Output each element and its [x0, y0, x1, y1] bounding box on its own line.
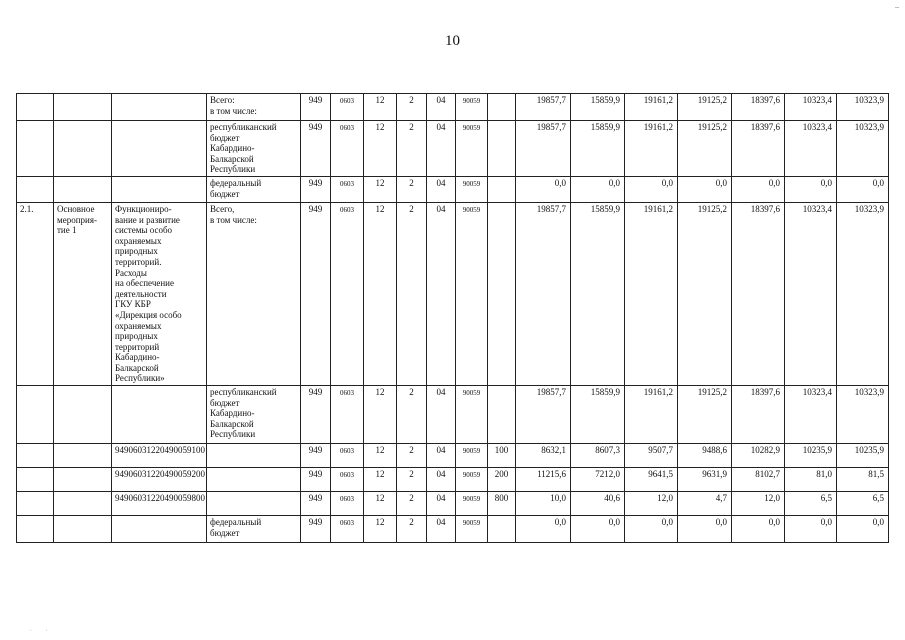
amount-year-4: 0,0: [678, 516, 732, 543]
measure-description: [112, 94, 207, 121]
funding-source: Всего, в том числе:: [207, 202, 301, 385]
amount-year-7: 0,0: [837, 176, 889, 202]
row-number: [17, 176, 54, 202]
amount-year-2: 40,6: [571, 492, 625, 516]
measure-name: [54, 121, 112, 177]
code-direction: 90059: [456, 492, 488, 516]
amount-year-2: 7212,0: [571, 468, 625, 492]
amount-year-1: 8632,1: [516, 444, 571, 468]
amount-year-3: 19161,2: [625, 121, 678, 177]
amount-year-5: 18397,6: [732, 202, 785, 385]
row-number: [17, 516, 54, 543]
funding-source: федеральный бюджет: [207, 516, 301, 543]
code-subprogram: 2: [397, 492, 427, 516]
amount-year-4: 19125,2: [678, 94, 732, 121]
code-program: 12: [364, 176, 397, 202]
amount-year-7: 10323,9: [837, 121, 889, 177]
amount-year-4: 19125,2: [678, 386, 732, 444]
code-event: 04: [427, 444, 456, 468]
code-direction: 90059: [456, 516, 488, 543]
table-row: [17, 386, 889, 444]
measure-name: [54, 444, 112, 468]
amount-year-5: 18397,6: [732, 121, 785, 177]
code-subprogram: 2: [397, 386, 427, 444]
measure-description: 94906031220490059800: [112, 492, 207, 516]
code-section: 0603: [331, 202, 364, 385]
budget-table: [16, 93, 889, 543]
measure-description: 94906031220490059100: [112, 444, 207, 468]
amount-year-6: 10323,4: [785, 202, 837, 385]
amount-year-3: 9507,7: [625, 444, 678, 468]
scan-mark: ‒: [895, 2, 899, 11]
page-number: 10: [445, 33, 460, 49]
table-body: [17, 94, 889, 543]
measure-name: [54, 386, 112, 444]
amount-year-5: 18397,6: [732, 94, 785, 121]
amount-year-4: 9631,9: [678, 468, 732, 492]
amount-year-5: 8102,7: [732, 468, 785, 492]
code-program: 12: [364, 444, 397, 468]
code-section: 0603: [331, 444, 364, 468]
code-direction: 90059: [456, 202, 488, 385]
code-event: 04: [427, 202, 456, 385]
code-section: 0603: [331, 121, 364, 177]
code-grbs: 949: [301, 94, 331, 121]
amount-year-1: 0,0: [516, 176, 571, 202]
row-number: [17, 94, 54, 121]
measure-description: Функциониро- вание и развитие системы особо охраняемых природных территорий. Расходы на обеспечение деятельности ГКУ КБР «Дирекция особо охраняемых природных территорий Кабардино- Балкарской Республики»: [112, 202, 207, 385]
table-row: [17, 492, 889, 516]
amount-year-2: 8607,3: [571, 444, 625, 468]
funding-source: [207, 444, 301, 468]
code-direction: 90059: [456, 176, 488, 202]
code-event: 04: [427, 516, 456, 543]
amount-year-7: 10235,9: [837, 444, 889, 468]
amount-year-1: 0,0: [516, 516, 571, 543]
amount-year-5: 10282,9: [732, 444, 785, 468]
measure-name: Основное мероприя- тие 1: [54, 202, 112, 385]
measure-description: [112, 176, 207, 202]
code-program: 12: [364, 468, 397, 492]
measure-description: [112, 121, 207, 177]
code-expense-type: [488, 94, 516, 121]
amount-year-4: 0,0: [678, 176, 732, 202]
code-section: 0603: [331, 94, 364, 121]
code-direction: 90059: [456, 468, 488, 492]
code-grbs: 949: [301, 176, 331, 202]
code-grbs: 949: [301, 444, 331, 468]
amount-year-3: 19161,2: [625, 386, 678, 444]
code-program: 12: [364, 516, 397, 543]
code-subprogram: 2: [397, 176, 427, 202]
code-expense-type: 200: [488, 468, 516, 492]
amount-year-7: 81,5: [837, 468, 889, 492]
row-number: [17, 386, 54, 444]
code-event: 04: [427, 94, 456, 121]
code-grbs: 949: [301, 386, 331, 444]
amount-year-4: 19125,2: [678, 121, 732, 177]
amount-year-6: 10323,4: [785, 386, 837, 444]
code-expense-type: [488, 516, 516, 543]
amount-year-5: 0,0: [732, 176, 785, 202]
code-expense-type: [488, 121, 516, 177]
table-row: [17, 202, 889, 385]
amount-year-1: 19857,7: [516, 121, 571, 177]
amount-year-5: 12,0: [732, 492, 785, 516]
amount-year-6: 10323,4: [785, 121, 837, 177]
code-direction: 90059: [456, 386, 488, 444]
amount-year-6: 6,5: [785, 492, 837, 516]
code-subprogram: 2: [397, 121, 427, 177]
funding-source: [207, 468, 301, 492]
row-number: [17, 468, 54, 492]
code-expense-type: 100: [488, 444, 516, 468]
amount-year-4: 19125,2: [678, 202, 732, 385]
code-subprogram: 2: [397, 468, 427, 492]
funding-source: республиканский бюджет Кабардино- Балкарской Республики: [207, 386, 301, 444]
code-program: 12: [364, 386, 397, 444]
amount-year-1: 11215,6: [516, 468, 571, 492]
code-grbs: 949: [301, 121, 331, 177]
amount-year-5: 0,0: [732, 516, 785, 543]
code-expense-type: [488, 176, 516, 202]
code-section: 0603: [331, 516, 364, 543]
amount-year-1: 19857,7: [516, 94, 571, 121]
table-row: [17, 516, 889, 543]
amount-year-3: 12,0: [625, 492, 678, 516]
code-expense-type: 800: [488, 492, 516, 516]
measure-name: [54, 468, 112, 492]
amount-year-7: 10323,9: [837, 386, 889, 444]
code-direction: 90059: [456, 94, 488, 121]
amount-year-2: 15859,9: [571, 386, 625, 444]
amount-year-2: 0,0: [571, 516, 625, 543]
amount-year-7: 6,5: [837, 492, 889, 516]
measure-description: [112, 516, 207, 543]
funding-source: республиканский бюджет Кабардино- Балкарской Республики: [207, 121, 301, 177]
measure-description: 94906031220490059200: [112, 468, 207, 492]
scan-artifact: · ·: [30, 628, 54, 634]
code-program: 12: [364, 94, 397, 121]
amount-year-2: 15859,9: [571, 202, 625, 385]
row-number: [17, 121, 54, 177]
amount-year-4: 4,7: [678, 492, 732, 516]
code-program: 12: [364, 202, 397, 385]
code-event: 04: [427, 176, 456, 202]
amount-year-2: 0,0: [571, 176, 625, 202]
measure-name: [54, 516, 112, 543]
code-event: 04: [427, 121, 456, 177]
amount-year-5: 18397,6: [732, 386, 785, 444]
code-direction: 90059: [456, 444, 488, 468]
amount-year-6: 81,0: [785, 468, 837, 492]
code-section: 0603: [331, 386, 364, 444]
code-grbs: 949: [301, 516, 331, 543]
funding-source: федеральный бюджет: [207, 176, 301, 202]
amount-year-7: 0,0: [837, 516, 889, 543]
amount-year-4: 9488,6: [678, 444, 732, 468]
code-grbs: 949: [301, 468, 331, 492]
amount-year-6: 10235,9: [785, 444, 837, 468]
code-program: 12: [364, 492, 397, 516]
amount-year-3: 9641,5: [625, 468, 678, 492]
amount-year-2: 15859,9: [571, 94, 625, 121]
amount-year-3: 19161,2: [625, 94, 678, 121]
amount-year-1: 10,0: [516, 492, 571, 516]
table-row: [17, 121, 889, 177]
measure-name: [54, 492, 112, 516]
amount-year-6: 10323,4: [785, 94, 837, 121]
table-row: [17, 94, 889, 121]
code-section: 0603: [331, 176, 364, 202]
code-section: 0603: [331, 492, 364, 516]
amount-year-6: 0,0: [785, 176, 837, 202]
funding-source: [207, 492, 301, 516]
amount-year-1: 19857,7: [516, 386, 571, 444]
code-grbs: 949: [301, 492, 331, 516]
code-expense-type: [488, 386, 516, 444]
row-number: 2.1.: [17, 202, 54, 385]
table-row: [17, 468, 889, 492]
row-number: [17, 492, 54, 516]
amount-year-2: 15859,9: [571, 121, 625, 177]
code-expense-type: [488, 202, 516, 385]
measure-name: [54, 176, 112, 202]
amount-year-3: 0,0: [625, 176, 678, 202]
measure-description: [112, 386, 207, 444]
amount-year-7: 10323,9: [837, 202, 889, 385]
code-section: 0603: [331, 468, 364, 492]
amount-year-3: 19161,2: [625, 202, 678, 385]
amount-year-1: 19857,7: [516, 202, 571, 385]
code-subprogram: 2: [397, 444, 427, 468]
table-row: [17, 444, 889, 468]
code-subprogram: 2: [397, 202, 427, 385]
amount-year-3: 0,0: [625, 516, 678, 543]
amount-year-7: 10323,9: [837, 94, 889, 121]
measure-name: [54, 94, 112, 121]
code-subprogram: 2: [397, 94, 427, 121]
code-program: 12: [364, 121, 397, 177]
code-event: 04: [427, 468, 456, 492]
table-row: [17, 176, 889, 202]
code-direction: 90059: [456, 121, 488, 177]
code-subprogram: 2: [397, 516, 427, 543]
code-grbs: 949: [301, 202, 331, 385]
code-event: 04: [427, 492, 456, 516]
amount-year-6: 0,0: [785, 516, 837, 543]
code-event: 04: [427, 386, 456, 444]
funding-source: Всего: в том числе:: [207, 94, 301, 121]
row-number: [17, 444, 54, 468]
